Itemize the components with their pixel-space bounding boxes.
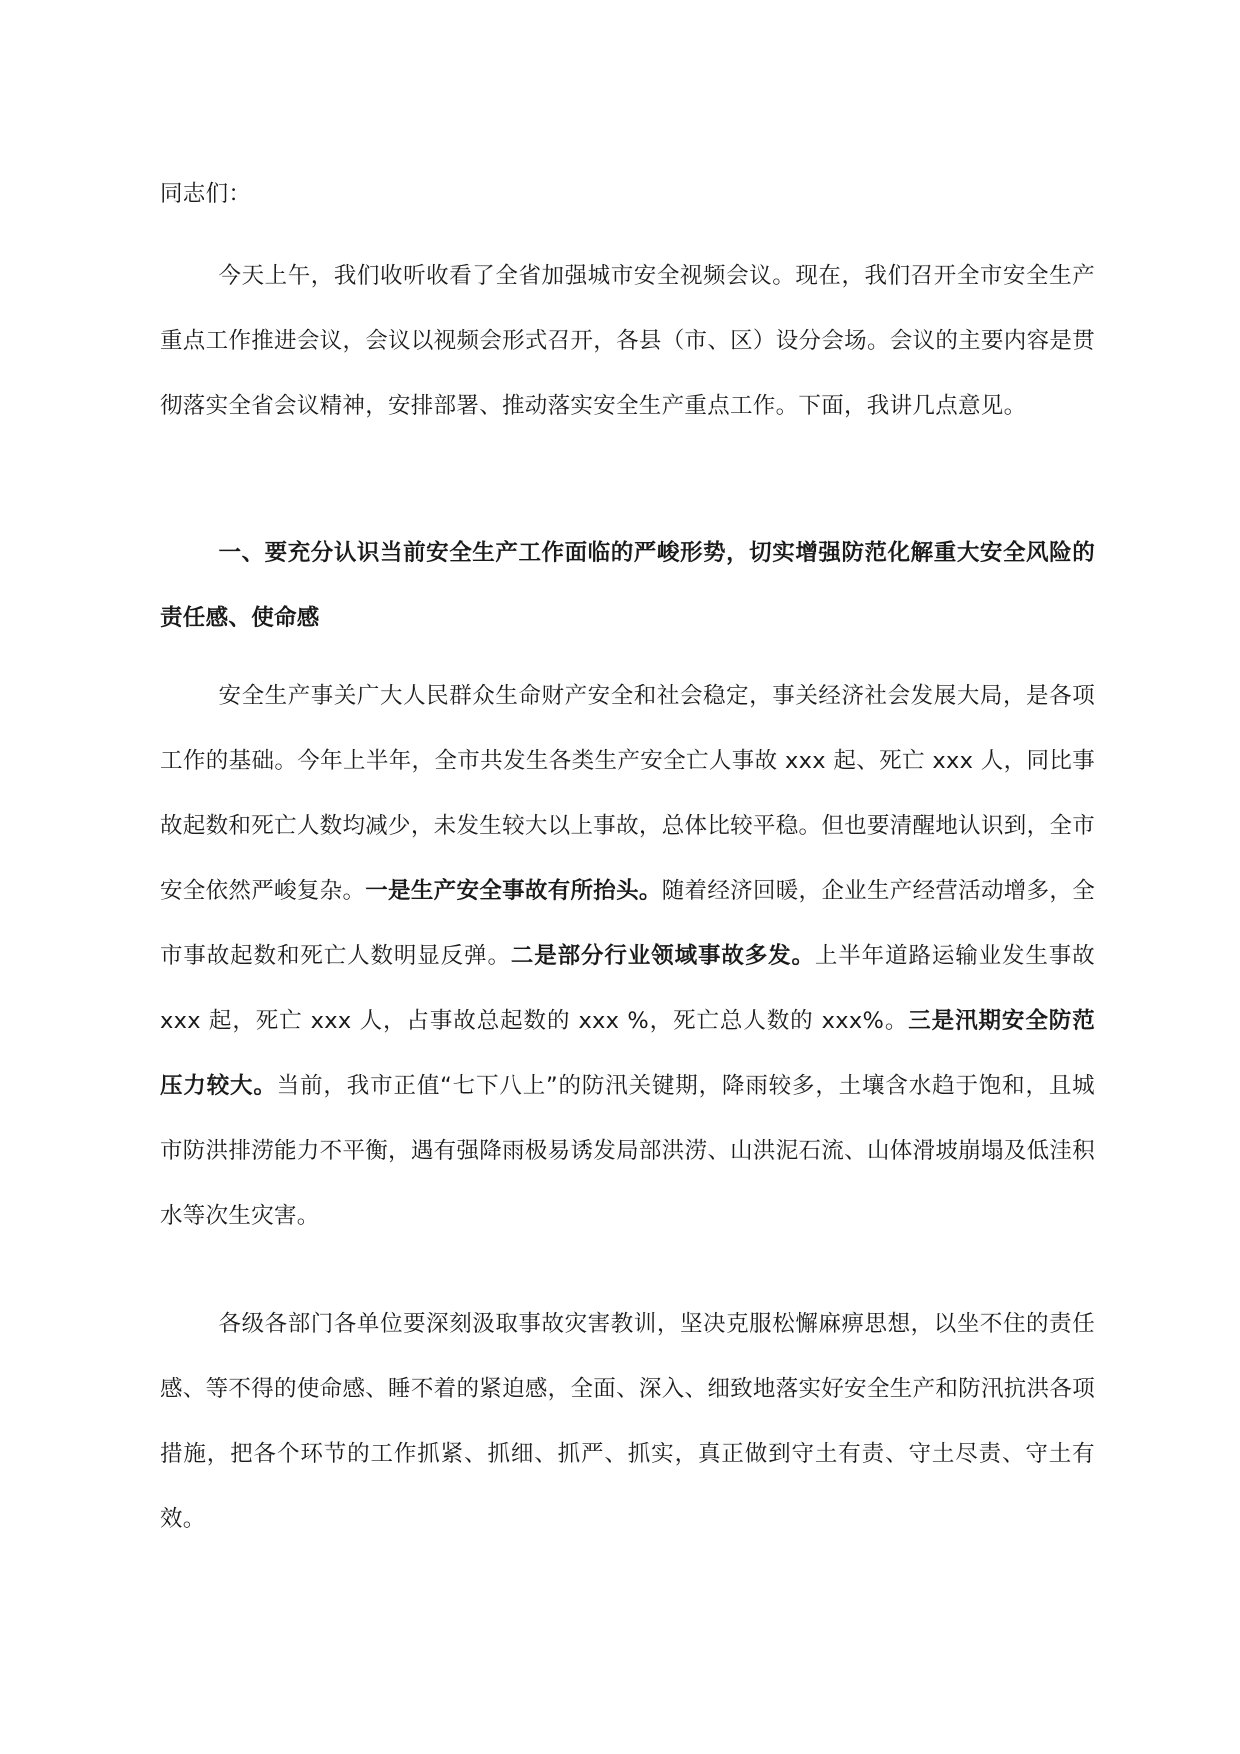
situation-point-3: 三是汛期安全防范压力较大。	[160, 1008, 1095, 1099]
situation-point-2: 二是部分行业领域事故多发。	[510, 943, 815, 969]
paragraph-requirements-text: 各级各部门各单位要深刻汲取事故灾害教训，坚决克服松懈麻痹思想，以坐不住的责任感、等不得的使命感、睡不着的紧迫感，全面、深入、细致地落实好安全生产和防汛抗洪各项措施，把各个环节的工作抓紧、抓细、抓严、抓实，真正做到守土有责、守土尽责、守土有效。	[160, 1311, 1095, 1532]
paragraph-situation-text	[160, 664, 1095, 1249]
situation-point-1: 一是生产安全事故有所抬头。	[365, 878, 662, 904]
paragraph-intro-text: 今天上午，我们收听收看了全省加强城市安全视频会议。现在，我们召开全市安全生产重点工作推进会议，会议以视频会形式召开，各县（市、区）设分会场。会议的主要内容是贯彻落实全省会议精神，安排部署、推动落实安全生产重点工作。下面，我讲几点意见。	[160, 263, 1095, 419]
paragraph-intro	[160, 244, 1095, 439]
paragraph-requirements	[160, 1292, 1095, 1552]
section-heading-1	[160, 521, 1095, 651]
salutation-text: 同志们：	[160, 181, 252, 207]
paragraph-situation	[160, 664, 1095, 1249]
situation-part-4: 当前，我市正值“七下八上”的防汛关键期，降雨较多，土壤含水趋于饱和，且城市防洪排涝能力不平衡，遇有强降雨极易诱发局部洪涝、山洪泥石流、山体滑坡崩塌及低洼积水等次生灾害。	[160, 1073, 1095, 1229]
situation-part-2: 随着经济回暖，企业生产经营活动增多，全市事故起数和死亡人数明显反弹。	[160, 878, 1096, 969]
situation-part-3: 上半年道路运输业发生事故 xxx 起，死亡 xxx 人，占事故总起数的 xxx %，死亡总人数的 xxx%。	[160, 943, 1095, 1034]
section-heading-1-text: 一、要充分认识当前安全生产工作面临的严峻形势，切实增强防范化解重大安全风险的责任感、使命感	[160, 540, 1095, 631]
salutation	[160, 162, 1095, 227]
situation-part-1: 安全生产事关广大人民群众生命财产安全和社会稳定，事关经济社会发展大局，是各项工作的基础。今年上半年，全市共发生各类生产安全亡人事故 xxx 起、死亡 xxx 人，同比事故起数和死亡人数均减少，未发生较大以上事故，总体比较平稳。但也要清醒地认识到，全市安全依然严峻复杂。	[160, 683, 1095, 904]
